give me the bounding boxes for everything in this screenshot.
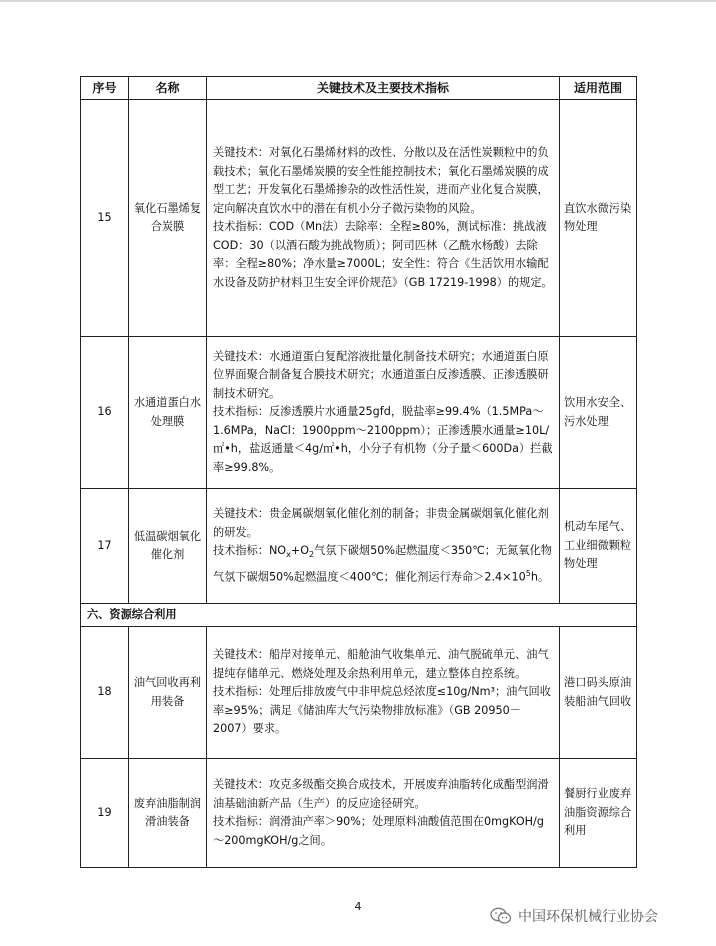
section-title: 六、资源综合利用: [81, 604, 637, 627]
section-row: [81, 604, 637, 627]
row-name: 水通道蛋白水处理膜: [129, 337, 207, 489]
row-scope: 餐厨行业废弃油脂资源综合利用: [560, 759, 637, 868]
page-number: 4: [354, 900, 362, 913]
table-row: [81, 100, 637, 337]
row-scope: 港口码头原油装船油气回收: [560, 627, 637, 759]
row-num: 17: [81, 489, 129, 604]
tech-index-text: 技术指标：COD（Mn法）去除率：全程≥80%，测试标准：挑战液COD：30（以酒石酸为挑战物质）；阿司匹林（乙酰水杨酸）去除率：全程≥80%；净水量≥7000L；安全性：符合《生活饮用水输配水设备及防护材料卫生安全评价规范》（GB 17219-1998）的规定。: [213, 220, 553, 289]
table-row: [81, 337, 637, 489]
key-tech-text: 关键技术：攻克多级酯交换合成技术，开展废弃油脂转化成酯型润滑油基础油新产品（生产）的反应途径研究。: [213, 778, 549, 810]
row-name: 氧化石墨烯复合炭膜: [129, 100, 207, 337]
technology-table: [80, 76, 637, 868]
row-scope: 饮用水安全、污水处理: [560, 337, 637, 489]
table-row: [81, 759, 637, 868]
header-num: 序号: [81, 77, 129, 100]
row-content: [207, 489, 560, 604]
key-tech-text: 关键技术：贵金属碳烟氧化催化剂的制备；非贵金属碳烟氧化催化剂的研发。: [213, 507, 549, 539]
table-header-row: [81, 77, 637, 100]
header-scope: 适用范围: [560, 77, 637, 100]
row-content: [207, 759, 560, 868]
wechat-icon: [490, 907, 512, 925]
top-border-line: [0, 0, 716, 2]
row-scope: 直饮水微污染物处理: [560, 100, 637, 337]
table-row: [81, 627, 637, 759]
row-content: [207, 337, 560, 489]
row-content: [207, 100, 560, 337]
row-num: 18: [81, 627, 129, 759]
row-num: 19: [81, 759, 129, 868]
key-tech-text: 关键技术：对氧化石墨烯材料的改性、分散以及在活性炭颗粒中的负载技术；氧化石墨烯炭膜的安全性能控制技术；氧化石墨烯炭膜的成型工艺；开发氧化石墨烯掺杂的改性活性炭，进而产业化复合炭膜，定向解决直饮水中的潜在有机小分子微污染物的风险。: [213, 146, 549, 215]
key-tech-text: 关键技术：水通道蛋白复配溶液批量化制备技术研究；水通道蛋白原位界面聚合制备复合膜技术研究；水通道蛋白反渗透膜、正渗透膜研制技术研究。: [213, 349, 549, 400]
row-scope: 机动车尾气、工业细微颗粒物处理: [560, 489, 637, 604]
tech-index-text: 技术指标：$NO_x+O_2$气氛下碳烟50%起燃温度＜350℃；无氮氧化物气氛下碳烟50%起燃温度＜400℃；催化剂运行寿命$>2.4\times 10^5h$。: [213, 544, 552, 584]
header-content: 关键技术及主要技术指标: [207, 77, 560, 100]
key-tech-text: 关键技术：船岸对接单元、船舱油气收集单元、油气脱硫单元、油气提纯存储单元、燃烧处理及余热利用单元，建立整体自控系统。: [213, 648, 549, 680]
watermark: [490, 905, 658, 927]
table-row: [81, 489, 637, 604]
tech-index-text: 技术指标：处理后排放废气中非甲烷总烃浓度≤10g/Nm³；油气回收率≥95%；满足《储油库大气污染物排放标准》（GB 20950－2007）要求。: [213, 685, 551, 736]
watermark-text: 中国环保机械行业协会: [518, 909, 658, 925]
tech-index-text: 技术指标：反渗透膜片水通量25gfd，脱盐率≥99.4%（1.5MPa～1.6MPa，NaCl：1900ppm～2100ppm）；正渗透膜水通量≥10L/㎡•h，盐返通量＜4g/㎡•h，小分子有机物（分子量＜600Da）拦截率≥99.8%。: [213, 405, 553, 474]
header-name: 名称: [129, 77, 207, 100]
row-name: 废弃油脂制润滑油装备: [129, 759, 207, 868]
tech-index-text: 技术指标：润滑油产率＞90%；处理原料油酸值范围在0mgKOH/g～200mgKOH/g之间。: [213, 815, 544, 847]
row-content: [207, 627, 560, 759]
row-num: 16: [81, 337, 129, 489]
row-name: 油气回收再利用装备: [129, 627, 207, 759]
row-num: 15: [81, 100, 129, 337]
row-name: 低温碳烟氧化催化剂: [129, 489, 207, 604]
